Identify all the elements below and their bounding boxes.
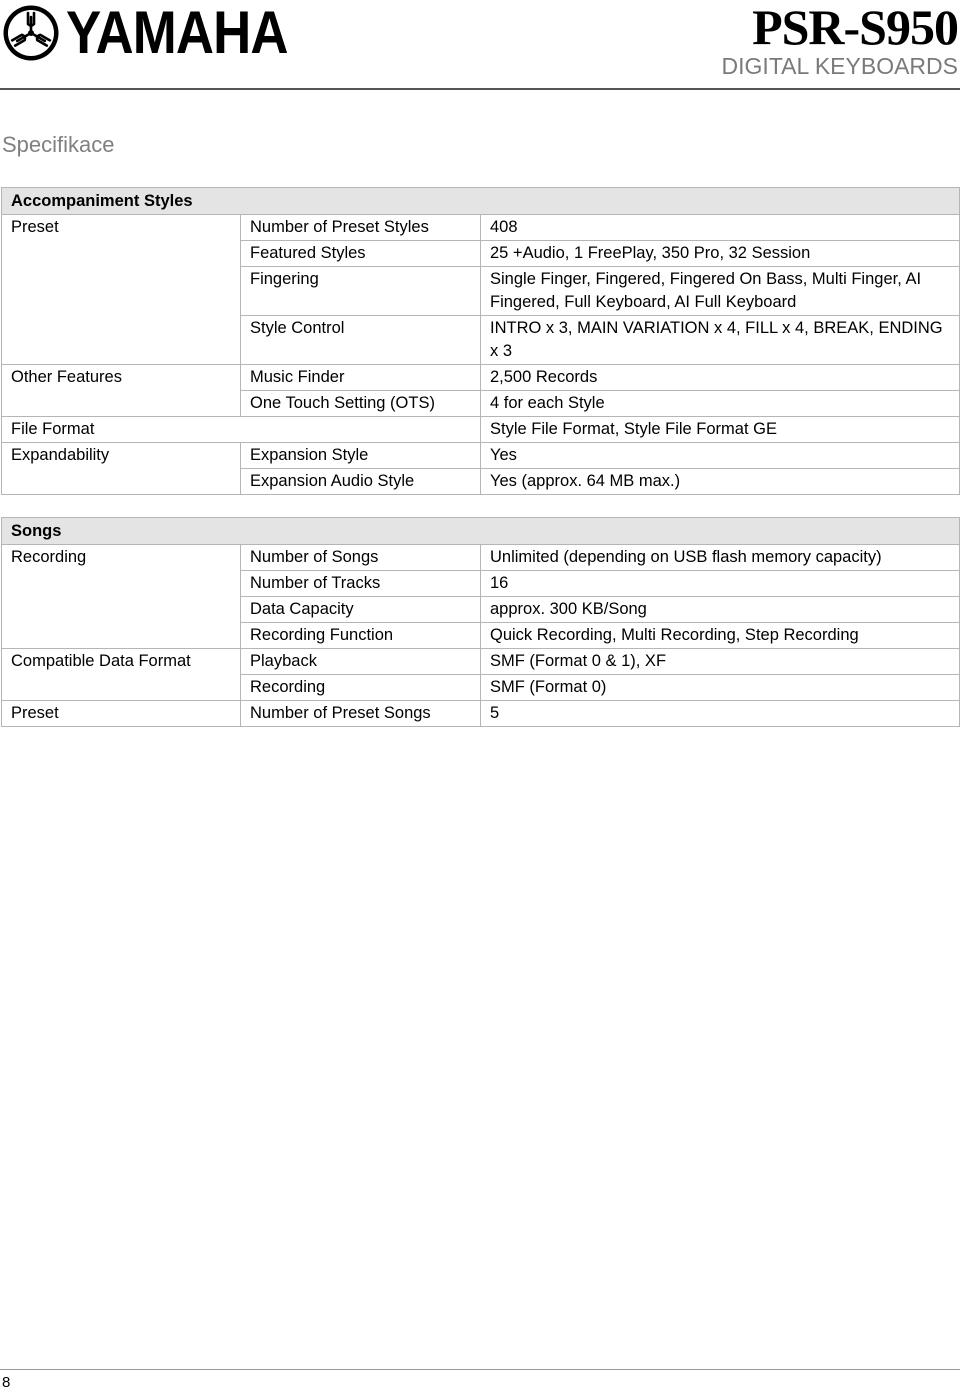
table-row [2,649,960,675]
table-row [2,701,960,727]
yamaha-logo [2,0,318,66]
row-group-label: File Format [2,417,481,443]
spec-value: 4 for each Style [481,391,960,417]
spec-name: Number of Songs [241,545,481,571]
row-group-label: Other Features [2,365,241,417]
spec-name: Recording [241,675,481,701]
spec-name: Expansion Style [241,443,481,469]
row-group-label: Compatible Data Format [2,649,241,701]
row-group-label: Recording [2,545,241,649]
spec-value: Yes (approx. 64 MB max.) [481,469,960,495]
row-group-label: Preset [2,215,241,365]
spec-value: INTRO x 3, MAIN VARIATION x 4, FILL x 4, BREAK, ENDING x 3 [481,316,960,365]
spec-value: Style File Format, Style File Format GE [481,417,960,443]
table-row [2,417,960,443]
table-heading-row [2,518,960,545]
brand-wordmark: YAMAHA [66,0,288,66]
spec-value: 2,500 Records [481,365,960,391]
spec-value: Quick Recording, Multi Recording, Step Recording [481,623,960,649]
spec-value: SMF (Format 0) [481,675,960,701]
tuning-forks-emblem-icon [2,4,60,62]
spec-value: Unlimited (depending on USB flash memory capacity) [481,545,960,571]
spec-name: Data Capacity [241,597,481,623]
product-category: DIGITAL KEYBOARDS [721,53,958,79]
page-number: 8 [2,1374,11,1391]
table-row [2,215,960,241]
spec-name: Fingering [241,267,481,316]
spec-value: 25 +Audio, 1 FreePlay, 350 Pro, 32 Session [481,241,960,267]
row-group-label: Expandability [2,443,241,495]
spec-name: One Touch Setting (OTS) [241,391,481,417]
spec-name: Number of Tracks [241,571,481,597]
table-heading-row [2,188,960,215]
table-row [2,545,960,571]
spec-value: Single Finger, Fingered, Fingered On Bass, Multi Finger, AI Fingered, Full Keyboard, AI Full Keyboard [481,267,960,316]
table-row [2,365,960,391]
spec-value: approx. 300 KB/Song [481,597,960,623]
spec-name: Featured Styles [241,241,481,267]
page-header [0,0,960,92]
spec-value: 5 [481,701,960,727]
spec-name: Number of Preset Songs [241,701,481,727]
section-title: Specifikace [2,132,115,157]
table-heading: Songs [2,518,960,545]
spec-value: 16 [481,571,960,597]
spec-name: Style Control [241,316,481,365]
spec-name: Music Finder [241,365,481,391]
table-heading: Accompaniment Styles [2,188,960,215]
spec-value: 408 [481,215,960,241]
row-group-label: Preset [2,701,241,727]
table-row [2,443,960,469]
header-divider [0,88,960,90]
footer-divider [0,1369,960,1370]
model-name: PSR-S950 [752,0,958,55]
spec-value: SMF (Format 0 & 1), XF [481,649,960,675]
spec-table-accompaniment-styles [1,187,960,495]
spec-name: Recording Function [241,623,481,649]
spec-name: Playback [241,649,481,675]
spec-name: Number of Preset Styles [241,215,481,241]
spec-name: Expansion Audio Style [241,469,481,495]
spec-value: Yes [481,443,960,469]
spec-table-songs [1,517,960,727]
